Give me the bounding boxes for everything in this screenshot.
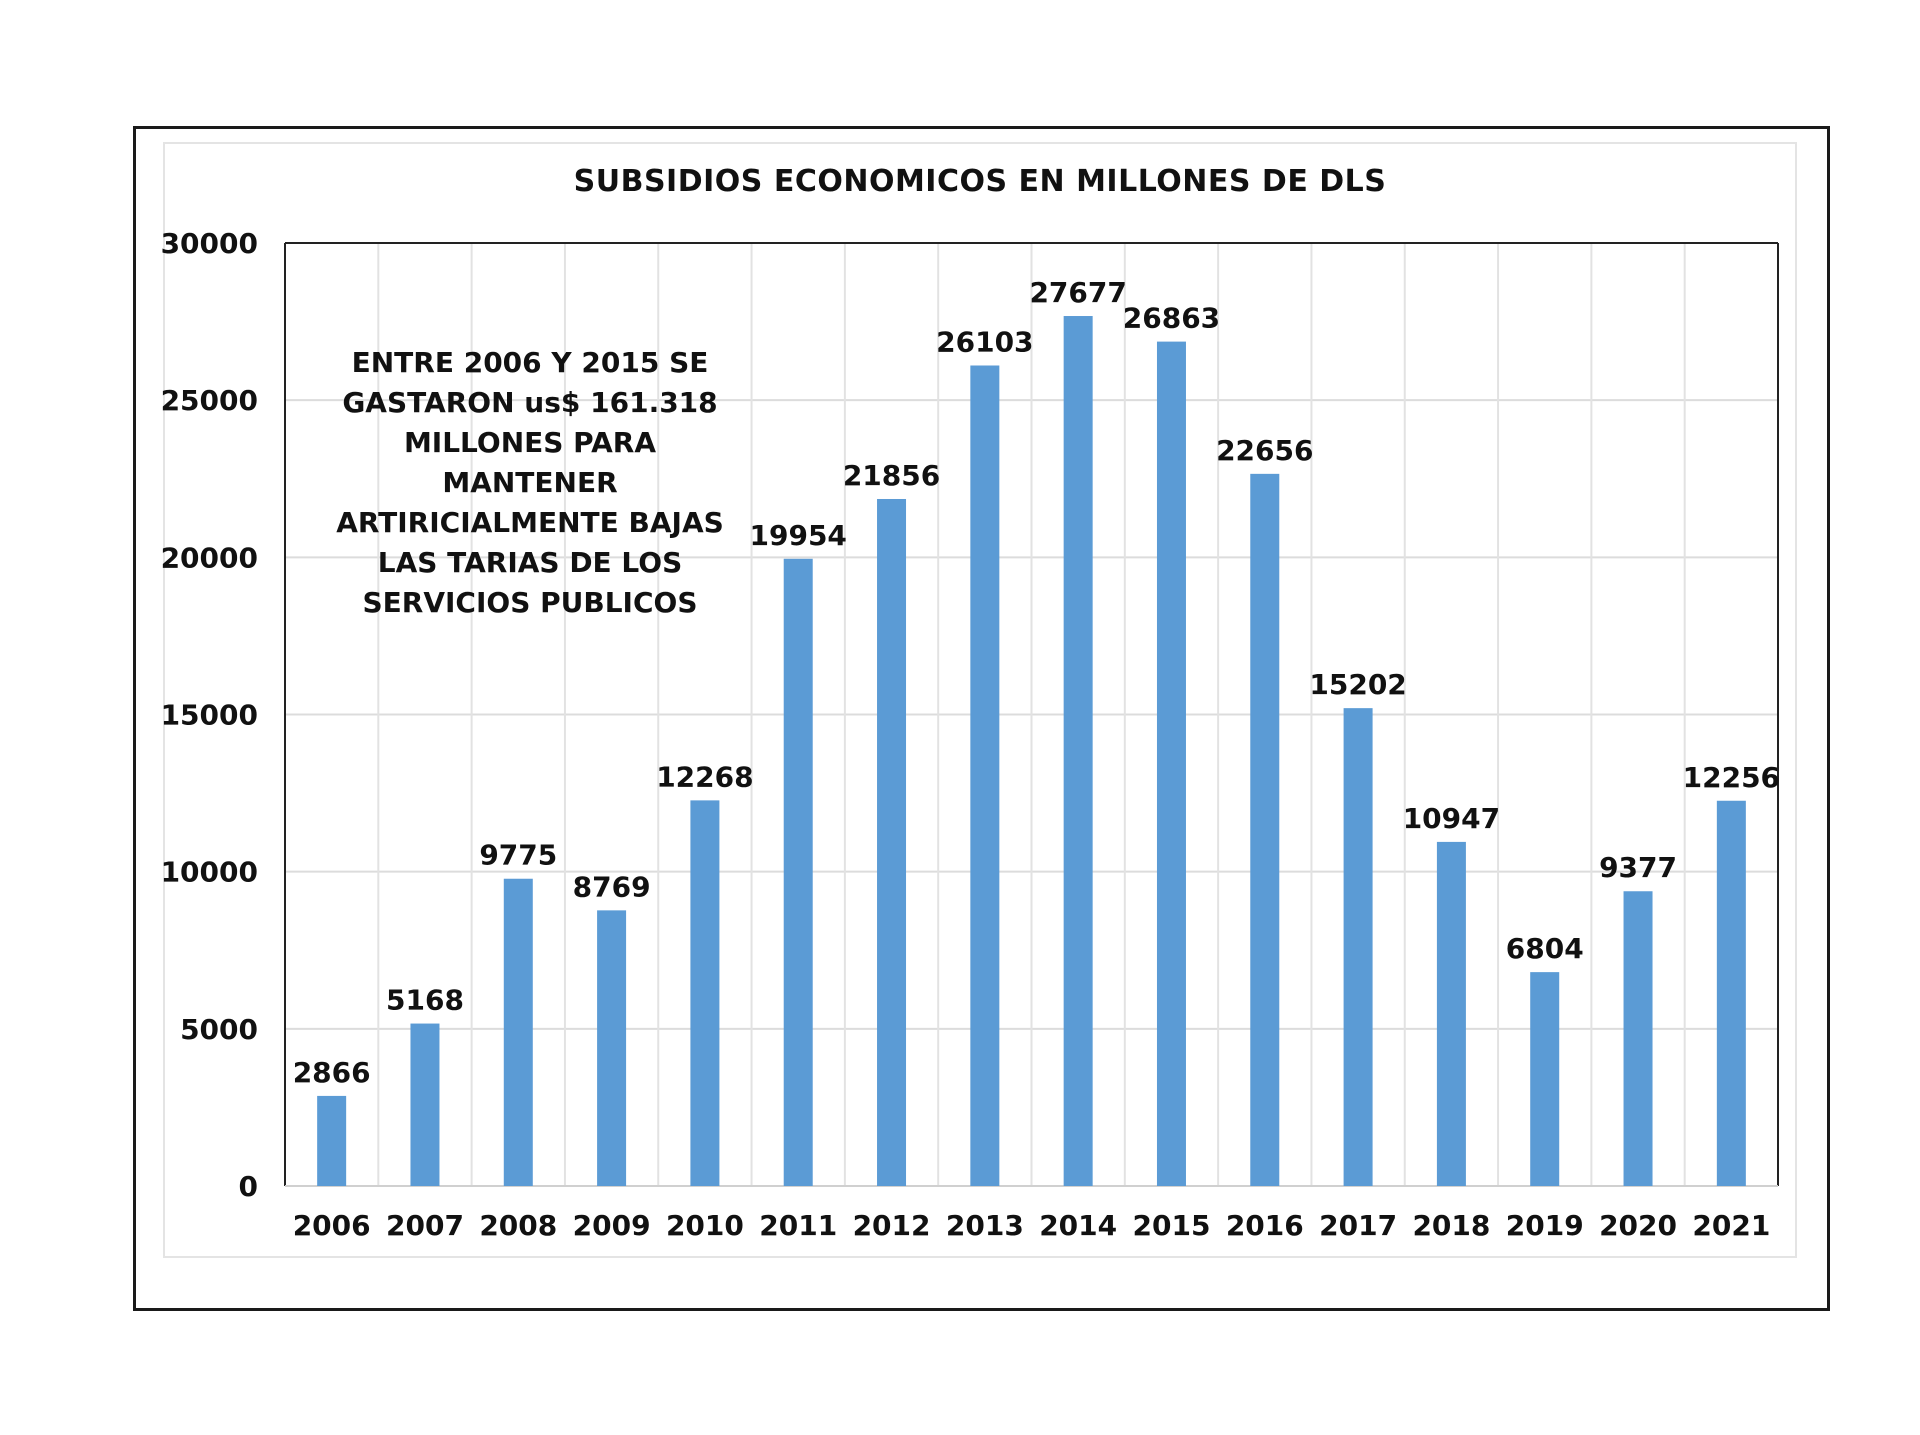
data-label: 12268 — [656, 760, 754, 794]
bar — [317, 1096, 346, 1186]
bar — [1250, 474, 1279, 1186]
annotation-line: MILLONES PARA — [403, 426, 657, 459]
bar — [1437, 842, 1466, 1186]
x-tick-label: 2019 — [1505, 1209, 1584, 1242]
x-tick-label: 2016 — [1225, 1209, 1304, 1242]
data-label: 6804 — [1505, 932, 1584, 966]
x-tick-label: 2013 — [945, 1209, 1024, 1242]
bar — [690, 800, 719, 1186]
bar — [1064, 316, 1093, 1186]
bar — [877, 499, 906, 1186]
x-tick-label: 2021 — [1692, 1209, 1771, 1242]
data-label: 26103 — [936, 325, 1034, 359]
y-tick-label: 20000 — [160, 541, 258, 575]
bar — [1530, 972, 1559, 1186]
x-tick-label: 2006 — [292, 1209, 371, 1242]
bar — [597, 910, 626, 1186]
y-tick-label: 15000 — [160, 698, 258, 732]
x-tick-label: 2009 — [572, 1209, 651, 1242]
bar — [1717, 801, 1746, 1186]
annotation-line: GASTARON us$ 161.318 — [342, 386, 718, 419]
y-tick-label: 5000 — [180, 1012, 258, 1046]
data-label: 21856 — [842, 458, 941, 492]
y-tick-label: 30000 — [160, 227, 258, 260]
data-label: 5168 — [386, 983, 464, 1017]
y-tick-label: 0 — [238, 1170, 258, 1203]
annotation-line: MANTENER — [442, 466, 618, 499]
bar — [1157, 342, 1186, 1186]
annotation-line: ENTRE 2006 Y 2015 SE — [351, 346, 709, 379]
data-label: 12256 — [1682, 760, 1781, 794]
data-label: 2866 — [292, 1055, 371, 1089]
bar — [504, 879, 533, 1186]
x-tick-label: 2018 — [1412, 1209, 1491, 1242]
bar — [1624, 891, 1653, 1186]
data-label: 10947 — [1402, 801, 1501, 835]
data-label: 9377 — [1599, 851, 1677, 885]
bar — [970, 365, 999, 1186]
chart-title: SUBSIDIOS ECONOMICOS EN MILLONES DE DLS — [573, 164, 1387, 199]
data-label: 15202 — [1309, 668, 1407, 702]
data-label: 8769 — [572, 870, 651, 904]
data-label: 22656 — [1216, 433, 1314, 467]
x-tick-label: 2007 — [386, 1209, 464, 1242]
x-tick-label: 2010 — [665, 1209, 744, 1242]
data-label: 26863 — [1122, 301, 1221, 335]
data-label: 27677 — [1029, 276, 1127, 310]
annotation-line: SERVICIOS PUBLICOS — [362, 586, 698, 619]
x-tick-label: 2020 — [1599, 1209, 1677, 1242]
data-label: 19954 — [749, 518, 847, 552]
x-tick-label: 2017 — [1319, 1209, 1398, 1242]
x-tick-label: 2008 — [479, 1209, 558, 1242]
y-tick-label: 25000 — [160, 384, 258, 418]
x-tick-label: 2012 — [852, 1209, 931, 1242]
annotation-line: LAS TARIAS DE LOS — [377, 546, 683, 579]
bar — [784, 559, 813, 1186]
bar — [1344, 708, 1373, 1186]
y-tick-label: 10000 — [160, 855, 258, 889]
chart-annotation — [330, 343, 730, 623]
annotation-line: ARTIRICIALMENTE BAJAS — [336, 506, 724, 539]
bar — [410, 1024, 439, 1186]
data-label: 9775 — [479, 838, 558, 872]
x-tick-label: 2014 — [1039, 1209, 1118, 1242]
x-tick-label: 2011 — [759, 1209, 838, 1242]
x-tick-label: 2015 — [1132, 1209, 1211, 1242]
